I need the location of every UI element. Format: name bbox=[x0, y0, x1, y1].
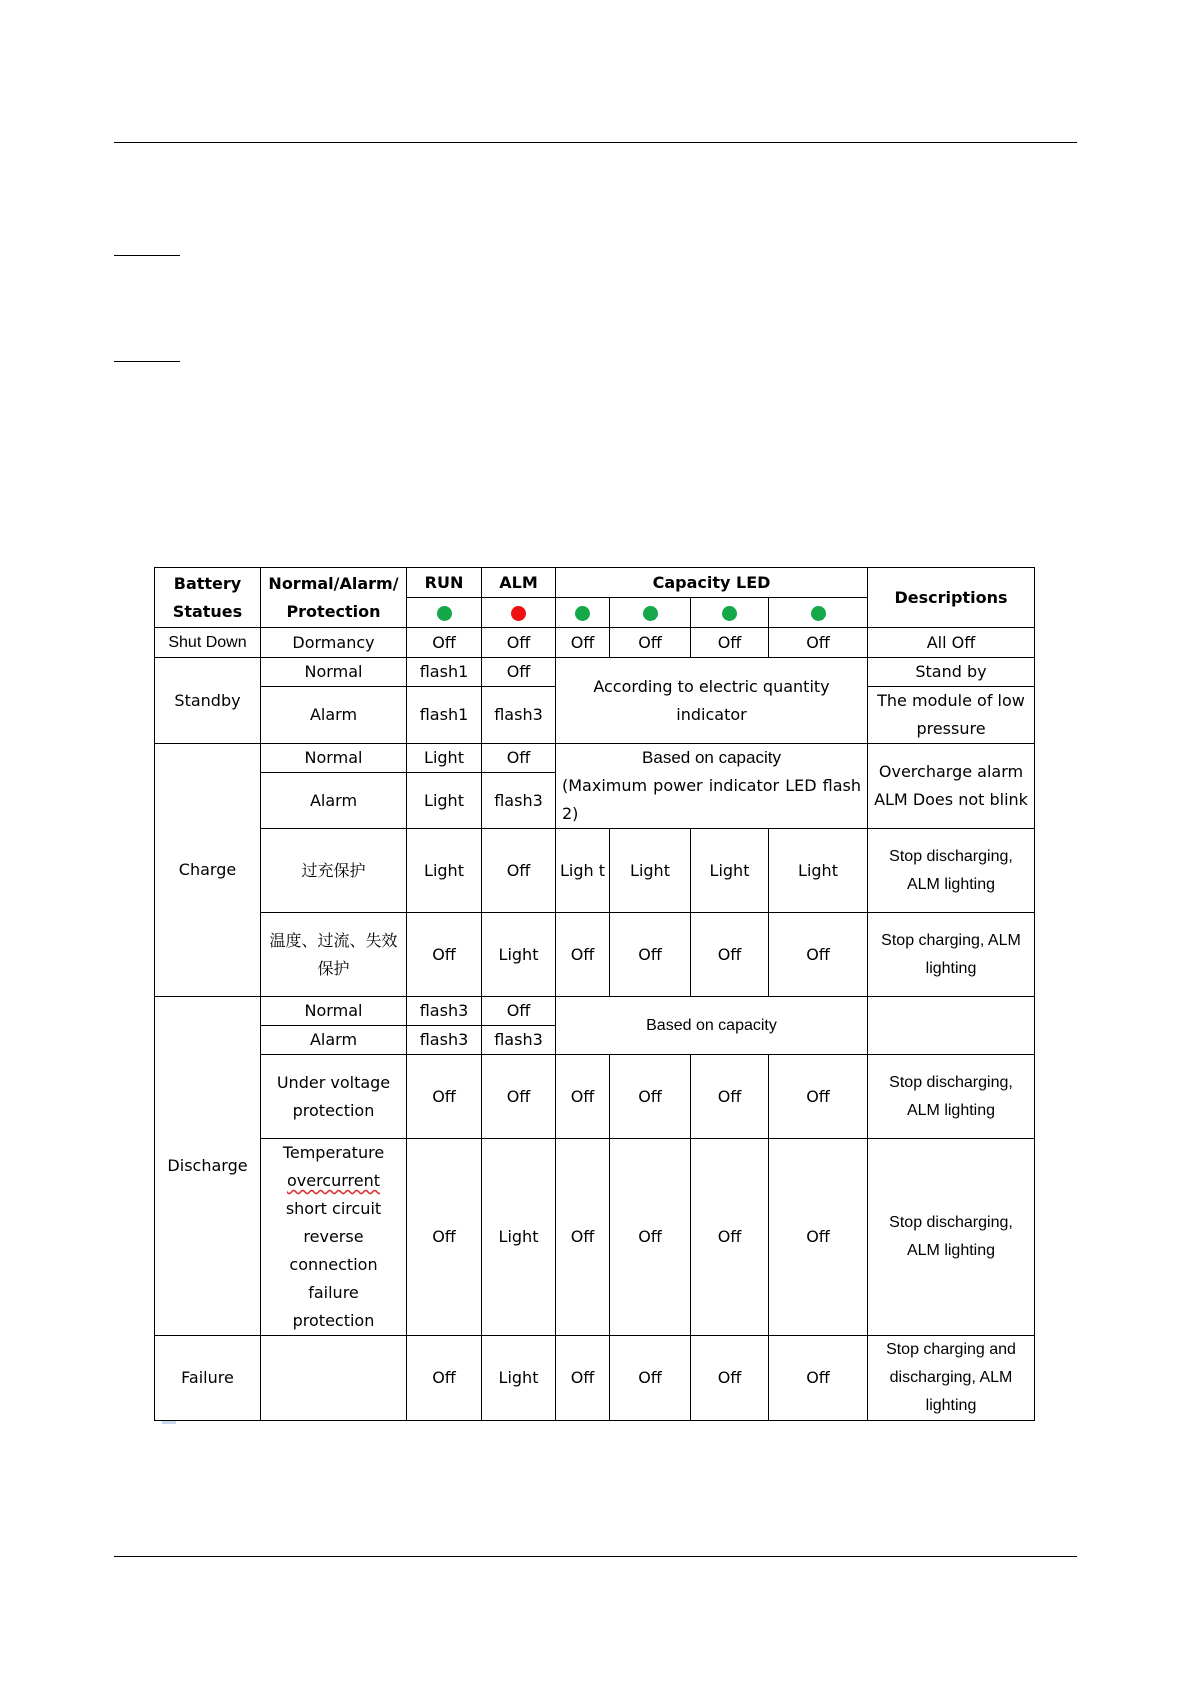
run-cell: flash1 bbox=[407, 658, 482, 687]
description-cell: The module of low pressure bbox=[868, 687, 1035, 744]
table-row bbox=[155, 1139, 1035, 1336]
description-cell: Stop discharging, ALM lighting bbox=[868, 1055, 1035, 1139]
table-row bbox=[155, 658, 1035, 687]
capacity-cell: Off bbox=[691, 913, 769, 997]
alm-cell: Off bbox=[482, 997, 556, 1026]
description-cell: Stop discharging, ALM lighting bbox=[868, 829, 1035, 913]
header-alm: ALM bbox=[482, 568, 556, 598]
capacity-cell: Off bbox=[691, 1336, 769, 1421]
capacity-led-4-cell bbox=[769, 598, 868, 628]
header-rule bbox=[114, 142, 1077, 143]
alm-cell: Light bbox=[482, 913, 556, 997]
capacity-led-3-green-icon bbox=[722, 606, 737, 621]
alm-led-cell bbox=[482, 598, 556, 628]
led-status-table bbox=[154, 567, 1035, 1421]
mode-line: short circuit bbox=[285, 1199, 382, 1218]
run-cell: Light bbox=[407, 829, 482, 913]
capacity-led-2-green-icon bbox=[643, 606, 658, 621]
capacity-merged-cell: Based on capacity bbox=[556, 997, 868, 1055]
description-cell: Stop charging and discharging, ALM lighting bbox=[868, 1336, 1035, 1421]
alm-cell: flash3 bbox=[482, 687, 556, 744]
capacity-cell: Light bbox=[769, 829, 868, 913]
capacity-note: (Maximum power indicator LED flash 2) bbox=[562, 776, 861, 823]
mode-cell: Alarm bbox=[261, 687, 407, 744]
mode-cell bbox=[261, 1139, 407, 1336]
capacity-cell: Off bbox=[691, 1139, 769, 1336]
status-shut-down: Shut Down bbox=[155, 628, 261, 658]
mode-cell: Alarm bbox=[261, 1026, 407, 1055]
status-charge: Charge bbox=[155, 744, 261, 997]
underline-mark-2 bbox=[114, 361, 180, 362]
mode-line: Temperature bbox=[282, 1143, 385, 1162]
status-standby: Standby bbox=[155, 658, 261, 744]
capacity-led-1-green-icon bbox=[575, 606, 590, 621]
header-battery-statues: Battery Statues bbox=[155, 568, 261, 628]
description-cell: Stop discharging, ALM lighting bbox=[868, 1139, 1035, 1336]
capacity-cell: Off bbox=[769, 628, 868, 658]
alm-cell: Off bbox=[482, 744, 556, 773]
capacity-cell: Off bbox=[610, 1336, 691, 1421]
run-cell: Off bbox=[407, 1139, 482, 1336]
status-failure: Failure bbox=[155, 1336, 261, 1421]
edit-marker bbox=[162, 1421, 176, 1424]
capacity-cell: Off bbox=[610, 1139, 691, 1336]
capacity-cell: Off bbox=[556, 913, 610, 997]
mode-cell: 温度、过流、失效保护 bbox=[261, 913, 407, 997]
table-row bbox=[155, 913, 1035, 997]
mode-line: connection bbox=[289, 1255, 378, 1274]
capacity-led-4-green-icon bbox=[811, 606, 826, 621]
capacity-cell: Light bbox=[691, 829, 769, 913]
table-row bbox=[155, 628, 1035, 658]
run-cell: flash3 bbox=[407, 997, 482, 1026]
spellcheck-word: overcurrent bbox=[286, 1171, 381, 1190]
alm-cell: Off bbox=[482, 658, 556, 687]
run-cell: flash3 bbox=[407, 1026, 482, 1055]
description-cell: Stop charging, ALM lighting bbox=[868, 913, 1035, 997]
header-descriptions: Descriptions bbox=[868, 568, 1035, 628]
run-cell: Off bbox=[407, 913, 482, 997]
capacity-led-1-cell bbox=[556, 598, 610, 628]
alm-cell: Light bbox=[482, 1139, 556, 1336]
mode-cell: Alarm bbox=[261, 773, 407, 829]
capacity-cell: Ligh t bbox=[556, 829, 610, 913]
capacity-led-2-cell bbox=[610, 598, 691, 628]
mode-cell: 过充保护 bbox=[261, 829, 407, 913]
capacity-cell: Off bbox=[769, 1139, 868, 1336]
run-cell: Off bbox=[407, 628, 482, 658]
run-led-green-icon bbox=[437, 606, 452, 621]
capacity-merged-cell bbox=[556, 744, 868, 829]
run-cell: Off bbox=[407, 1336, 482, 1421]
run-cell: Light bbox=[407, 744, 482, 773]
alm-led-red-icon bbox=[511, 606, 526, 621]
header-mode: Normal/Alarm/ Protection bbox=[261, 568, 407, 628]
alm-cell: flash3 bbox=[482, 773, 556, 829]
capacity-cell: Off bbox=[769, 1055, 868, 1139]
capacity-merged-cell: According to electric quantity indicator bbox=[556, 658, 868, 744]
description-cell bbox=[868, 997, 1035, 1055]
description-cell: Stand by bbox=[868, 658, 1035, 687]
capacity-cell: Off bbox=[769, 913, 868, 997]
mode-line bbox=[264, 1167, 403, 1195]
capacity-cell: Off bbox=[556, 628, 610, 658]
run-cell: flash1 bbox=[407, 687, 482, 744]
capacity-cell: Off bbox=[556, 1055, 610, 1139]
capacity-cell: Light bbox=[610, 829, 691, 913]
capacity-cell: Off bbox=[769, 1336, 868, 1421]
capacity-cell: Off bbox=[556, 1336, 610, 1421]
run-led-cell bbox=[407, 598, 482, 628]
footer-rule bbox=[114, 1556, 1077, 1557]
alm-cell: Light bbox=[482, 1336, 556, 1421]
mode-cell bbox=[261, 1336, 407, 1421]
alm-cell: Off bbox=[482, 829, 556, 913]
mode-line: failure bbox=[308, 1283, 359, 1302]
table-row bbox=[155, 829, 1035, 913]
description-cell: Overcharge alarm ALM Does not blink bbox=[868, 744, 1035, 829]
capacity-cell: Off bbox=[610, 913, 691, 997]
header-capacity-led: Capacity LED bbox=[556, 568, 868, 598]
alm-cell: flash3 bbox=[482, 1026, 556, 1055]
mode-line: protection bbox=[292, 1311, 375, 1330]
run-cell: Off bbox=[407, 1055, 482, 1139]
header-run: RUN bbox=[407, 568, 482, 598]
mode-line: reverse bbox=[303, 1227, 364, 1246]
alm-cell: Off bbox=[482, 1055, 556, 1139]
table-row bbox=[155, 1336, 1035, 1421]
capacity-cell: Off bbox=[691, 1055, 769, 1139]
description-cell: All Off bbox=[868, 628, 1035, 658]
mode-cell: Normal bbox=[261, 997, 407, 1026]
mode-cell: Normal bbox=[261, 744, 407, 773]
table-row bbox=[155, 1055, 1035, 1139]
mode-cell: Under voltage protection bbox=[261, 1055, 407, 1139]
capacity-cell: Off bbox=[691, 628, 769, 658]
alm-cell: Off bbox=[482, 628, 556, 658]
mode-cell: Dormancy bbox=[261, 628, 407, 658]
table-row bbox=[155, 744, 1035, 773]
capacity-led-3-cell bbox=[691, 598, 769, 628]
table-row bbox=[155, 997, 1035, 1026]
capacity-cell: Off bbox=[556, 1139, 610, 1336]
run-cell: Light bbox=[407, 773, 482, 829]
capacity-cell: Off bbox=[610, 1055, 691, 1139]
capacity-text: Based on capacity bbox=[642, 748, 781, 767]
underline-mark-1 bbox=[114, 255, 180, 256]
mode-cell: Normal bbox=[261, 658, 407, 687]
status-discharge: Discharge bbox=[155, 997, 261, 1336]
capacity-cell: Off bbox=[610, 628, 691, 658]
